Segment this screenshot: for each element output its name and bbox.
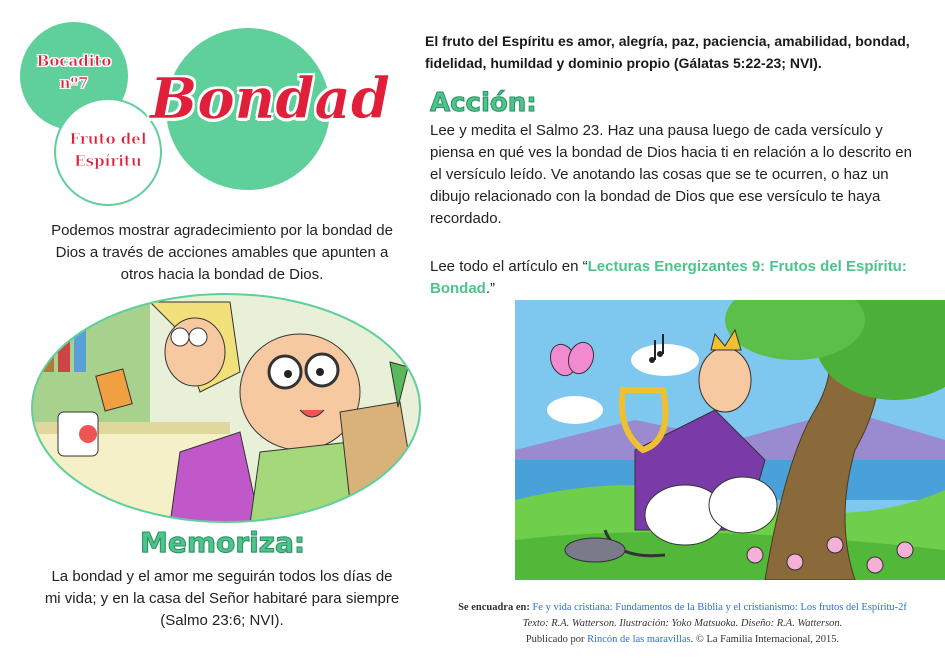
page-title: Bondad xyxy=(150,66,390,132)
memoriza-heading: Memoriza: xyxy=(140,526,306,559)
fruto-line1: Fruto del xyxy=(69,130,147,148)
read-more-prefix: Lee todo el artículo en “ xyxy=(430,258,588,275)
fruto-label xyxy=(56,128,160,172)
credits-publisher-line xyxy=(430,632,935,648)
read-more-text xyxy=(430,256,920,300)
fruit-verse: El fruto del Espíritu es amor, alegría, paz, paciencia, amabilidad, bondad, fidelidad, humildad y dominio propio (Gálatas 5:22-23; NVI). xyxy=(425,33,910,71)
accion-heading: Acción: xyxy=(430,88,537,118)
memoriza-text: La bondad y el amor me seguirán todos los días de mi vida; y en la casa del Señor habitaré para siempre (Salmo 23:6; NVI). xyxy=(44,568,400,629)
article-link[interactable]: Lecturas Energizantes 9: Frutos del Espíritu: Bondad xyxy=(430,258,907,297)
psalm-illustration xyxy=(515,300,945,580)
found-label: Se encuadra en: xyxy=(458,602,530,613)
publisher-suffix: . © La Familia Internacional, 2015. xyxy=(690,634,840,645)
credits-found-line xyxy=(430,600,935,616)
bocadito-line1: Bocadito xyxy=(36,52,112,70)
fruto-line2: Espíritu xyxy=(74,152,142,170)
credits xyxy=(430,600,935,648)
publisher-prefix: Publicado por xyxy=(525,634,588,645)
bocadito-line2: nº7 xyxy=(59,74,89,92)
found-link[interactable]: Fe y vida cristiana: Fundamentos de la Biblia y el cristianismo: Los frutos del Espíritu-2f xyxy=(532,602,907,613)
intro-text: Podemos mostrar agradecimiento por la bondad de Dios a través de acciones amables que apunten a otros hacia la bondad de Dios. xyxy=(51,222,393,283)
authors-text: Texto: R.A. Watterson. Ilustración: Yoko Matsuoka. Diseño: R.A. Watterson. xyxy=(522,618,843,629)
publisher-link[interactable]: Rincón de las maravillas xyxy=(587,634,691,645)
accion-text: Lee y medita el Salmo 23. Haz una pausa luego de cada versículo y piensa en qué ves la bondad de Dios hacia ti en relación a lo descrito en el versículo leído. Ve anotando las cosas que se te ocurren, o haz un dibujo relacionado con la bondad de Dios que ese versículo te haya recordado. xyxy=(430,122,912,227)
read-more-suffix: .” xyxy=(485,280,495,297)
kindness-illustration xyxy=(30,292,422,524)
bocadito-label xyxy=(22,50,126,94)
credits-authors-line xyxy=(430,616,935,632)
